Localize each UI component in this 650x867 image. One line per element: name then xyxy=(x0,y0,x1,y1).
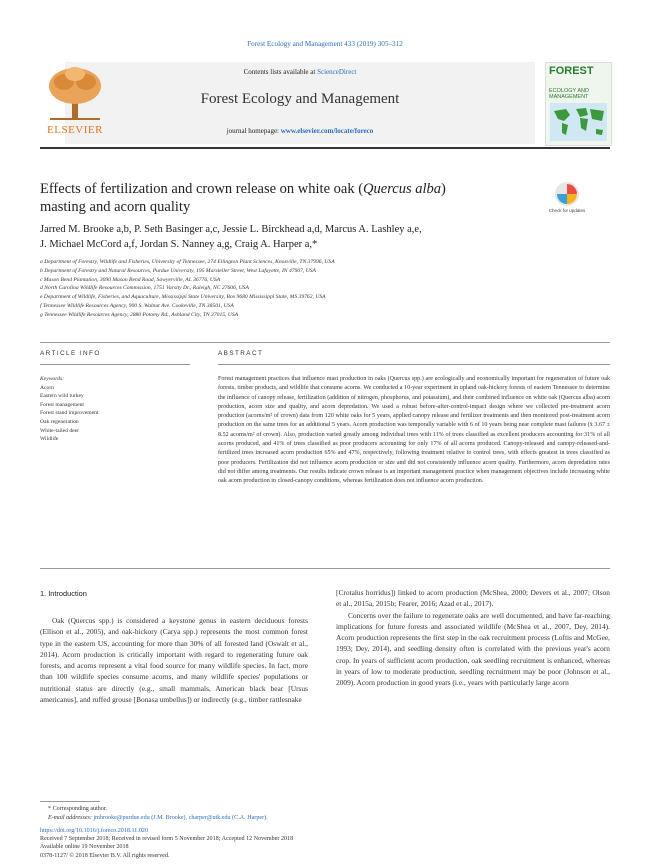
check-updates-icon xyxy=(547,180,587,210)
contents-line xyxy=(65,68,535,76)
doi-link[interactable]: https://doi.org/10.1016/j.foreco.2018.11.020 xyxy=(40,828,148,834)
journal-cover-thumbnail[interactable] xyxy=(545,62,612,146)
publisher-name: ELSEVIER xyxy=(47,124,103,136)
check-for-updates-button[interactable] xyxy=(547,180,587,220)
footnotes xyxy=(40,805,600,822)
header-rule xyxy=(40,147,610,149)
article-title xyxy=(40,180,520,216)
affiliation-item: b Department of Forestry and Natural Resources, Purdue University, 195 Marsteller Street, West Lafayette, IN 47907, USA xyxy=(40,267,316,274)
homepage-link[interactable]: www.elsevier.com/locate/foreco xyxy=(280,127,374,135)
affiliation-item: c Mason Bend Plantation, 3090 Mason Bend Road, Sawyerville, AL 36776, USA xyxy=(40,276,221,283)
world-map-icon xyxy=(550,103,607,141)
tree-icon xyxy=(40,64,110,124)
title-species: Quercus alba xyxy=(363,181,442,197)
keyword-item: Wildlife xyxy=(40,436,59,443)
footnote-rule xyxy=(40,801,100,802)
intro-paragraph: [Crotalus horridus]) linked to acorn production (McShea, 2000; Devers et al., 2007; Olson et al., 2015a, 2015b; Fearer, 2016; Azad et al., 2017). xyxy=(336,588,610,609)
received-dates: Received 7 September 2018; Received in revised form 5 November 2018; Accepted 12 November 2018 xyxy=(40,836,294,843)
keywords-label: Keywords: xyxy=(40,376,65,382)
affiliations xyxy=(40,258,600,320)
authors-line1: Jarred M. Brooke a,b, P. Seth Basinger a,c, Jessie L. Birckhead a,d, Marcus A. Lashley a,e, xyxy=(40,224,422,235)
check-updates-label: Check for updates xyxy=(548,208,586,213)
title-part2: ) xyxy=(441,181,446,197)
intro-column-1 xyxy=(40,615,308,705)
intro-column-2 xyxy=(336,587,610,689)
keyword-item: Oak regeneration xyxy=(40,418,79,425)
keyword-item: Acorn xyxy=(40,384,54,391)
contents-prefix: Contents lists available at xyxy=(243,68,318,76)
title-line2: masting and acorn quality xyxy=(40,199,191,215)
journal-title: Forest Ecology and Management xyxy=(200,91,400,107)
title-part1: Effects of fertilization and crown release on white oak ( xyxy=(40,181,364,197)
available-online: Available online 19 November 2018 xyxy=(40,844,129,851)
elsevier-logo xyxy=(40,64,110,138)
affiliation-item: a Department of Forestry, Wildlife and Fisheries, University of Tennessee, 274 Ellington Plant Sciences, Knoxville, TN 37996, USA xyxy=(40,259,335,265)
cover-title: FOREST xyxy=(549,65,594,77)
article-info-rule xyxy=(40,364,190,365)
affiliation-item: g Tennessee Wildlife Resources Agency, 2880 Potomy Rd., Ashland City, TN 37015, USA xyxy=(40,311,239,318)
copyright: 0378-1127/ © 2018 Elsevier B.V. All rights reserved. xyxy=(40,852,170,859)
intro-heading: 1. Introduction xyxy=(40,589,87,598)
article-info-heading: ARTICLE INFO xyxy=(40,350,101,357)
homepage-prefix: journal homepage: xyxy=(226,127,281,135)
section-rule xyxy=(40,342,610,343)
keywords-block xyxy=(40,375,190,444)
authors-line2: J. Michael McCord a,f, Jordan S. Nanney a,g, Craig A. Harper a,* xyxy=(40,239,318,250)
abstract-rule xyxy=(218,364,610,365)
corresponding-note: * Corresponding author. xyxy=(48,806,108,812)
affiliation-item: f Tennessee Wildlife Resources Agency, 900 S. Walnut Ave. Cookeville, TN 38501, USA xyxy=(40,302,234,309)
journal-citation[interactable]: Forest Ecology and Management 433 (2019) 305–312 xyxy=(247,40,403,48)
keyword-item: Forest management xyxy=(40,401,84,408)
cover-subtitle: ECOLOGY AND MANAGEMENT xyxy=(549,88,589,100)
article-history xyxy=(40,827,600,860)
keyword-item: Eastern wild turkey xyxy=(40,393,84,400)
email-line xyxy=(40,814,600,823)
abstract-text: Forest management practices that influence mast production in oaks (Quercus spp.) are ecologically and economically important for regeneration of future oak forests, timber products, and wildlife that consume acorns. We conducted a 10-year experiment in upland oak-hickory forests of eastern Tennessee to determine the influence of canopy release, fertilization (addition of nitrogen, phosphorus, and potassium), and their combined influence on white oak (Quercus alba) acorn production, acorn size and quality, and acorn depredation. We used a robust before-after-control-impact design where we collected pre-treatment acorn production (acorns/m² of crown) data from 120 white oaks for 5 years, applied canopy release and fertilizer treatments and then monitored post-treatment acorn production on the same trees for an additional 5 years. Acorn production was temporally variable with 6 of 10 years being near complete mast failures (x̄ 3.67 ± 8.52 acorns/m² of crown). Also, production varied greatly among individual trees with 11% of trees classified as excellent producers accounting for 31% of all acorns produced, and 41% of trees classified as poor producers accounting for only 17% of all acorns produced. Canopy-released and canopy-released-and-fertilized trees increased acorn production 65% and 47%, respectively, following treatment relative to control trees, with effects greatest in trees classified as poor producers. Fertilization did not influence acorn production or size and did not consistently influence acorn quality. Furthermore, acorn depredation rates did not differ among treatments. Our results indicate crown release is an important management practice when management objectives include increasing white oak acorn production in closed-canopy conditions, whereas fertilization does not influence acorn production. xyxy=(218,376,610,485)
email-addresses[interactable]: jmbrooke@purdue.edu (J.M. Brooke), charper@utk.edu (C.A. Harper). xyxy=(93,814,268,821)
sciencedirect-link[interactable]: ScienceDirect xyxy=(317,68,357,76)
affiliation-item: d North Carolina Wildlife Resources Commission, 1751 Varsity Dr., Raleigh, NC 27606, USA xyxy=(40,285,249,292)
abstract-heading: ABSTRACT xyxy=(218,350,264,357)
author-list xyxy=(40,222,560,252)
email-label: E-mail addresses: xyxy=(48,814,94,821)
intro-paragraph: Oak (Quercus spp.) is considered a keystone genus in eastern deciduous forests (Ellison et al., 2005), and oak-hickory (Carya spp.) represents the most common forest type in the eastern US, accounting for more than 30% of all forested land (Oswalt et al., 2014). Acorn production is critically important with regard to regenerating future oak forests, and acorns represent a vital food source for many wildlife species. In fact, more than 100 wildlife species consume acorns, and many wildlife species' populations or nutritional status are directly (e.g., small mammals, American black bear [Ursus americanus], and ruffed grouse [Bonasa umbellus]) or indirectly (e.g., timber rattlesnake xyxy=(40,616,308,705)
journal-homepage xyxy=(65,127,535,135)
intro-paragraph: Concerns over the failure to regenerate oaks are well documented, and have far-reaching implications for future forests and associated wildlife (McShea et al., 2007, Dey, 2014). Acorn production represents the first step in the oak recruitment process (Loftis and McGee, 1993; Dey, 2014), and seedling density often is correlated with the previous year's acorn crop. In years of sufficient acorn production, oak seedling recruitment is enhanced, whereas in years of low to moderate production, seedling recruitment may be poor (Johnson et al., 2009). Acorn production in good years (i.e., years with particularly large acorn xyxy=(336,610,610,688)
keyword-item: Forest stand improvement xyxy=(40,410,99,417)
keyword-item: White-tailed deer xyxy=(40,427,79,434)
affiliation-item: e Department of Wildlife, Fisheries, and Aquaculture, Mississippi State University, Box 9680 Mississippi State, MS 39762, USA xyxy=(40,294,326,301)
abstract-end-rule xyxy=(40,568,610,569)
